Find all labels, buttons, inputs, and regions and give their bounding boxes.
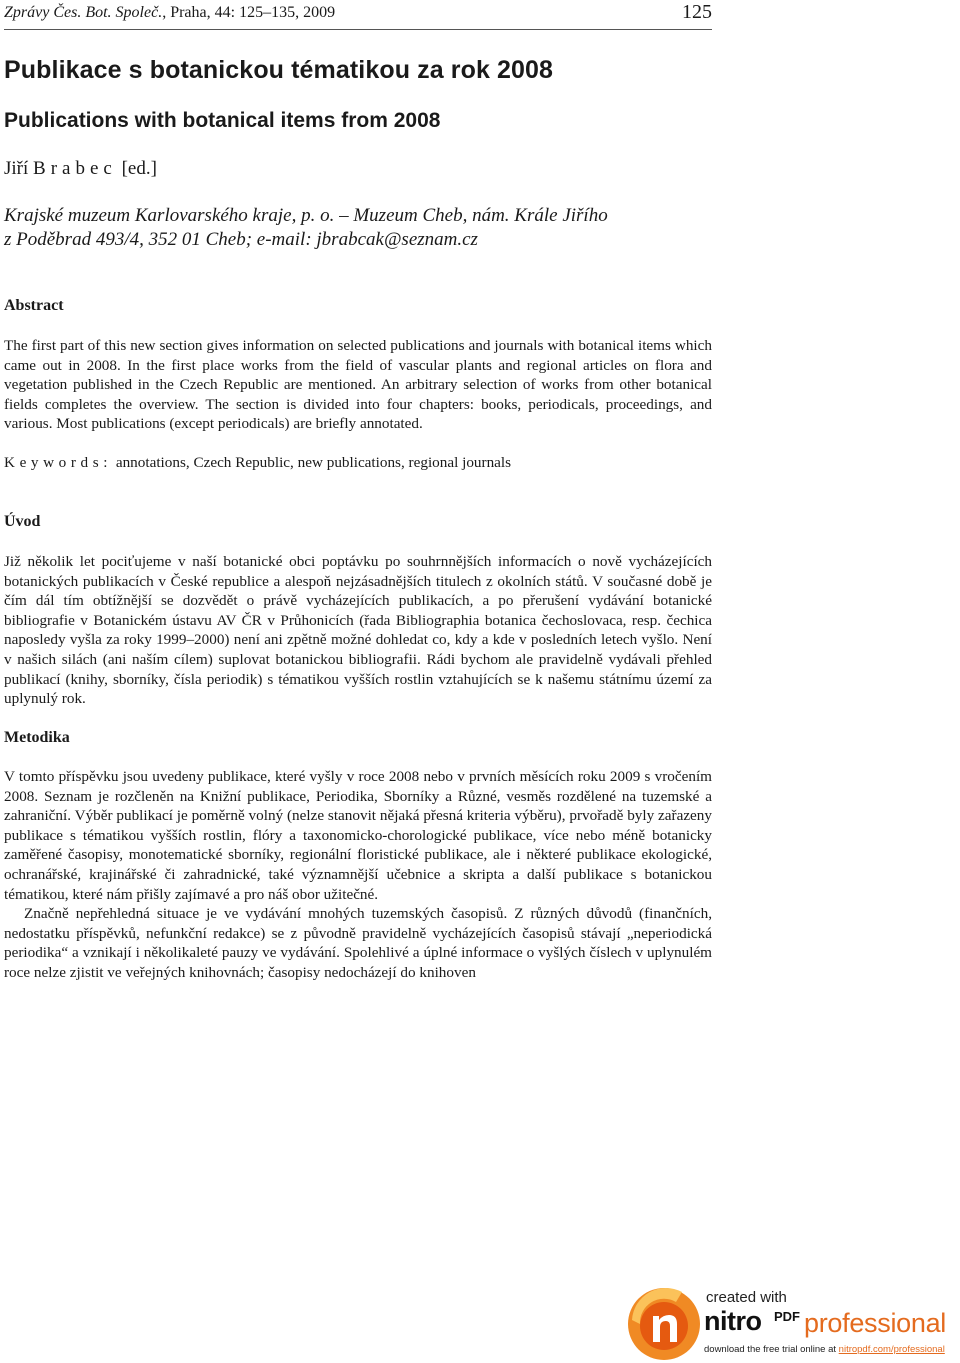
journal-name: Zprávy Čes. Bot. Společ. [4, 4, 163, 21]
running-head [4, 2, 712, 28]
keywords-text: annotations, Czech Republic, new publications, regional journals [115, 454, 512, 471]
author-first-name: Jiří [4, 158, 29, 179]
title-english: Publications with botanical items from 2008 [4, 109, 441, 132]
author-surname: Brabec [33, 158, 117, 179]
watermark-created-with: created with [706, 1289, 787, 1306]
affiliation [4, 204, 608, 252]
metodika-section [4, 767, 712, 983]
metodika-paragraph-2: Značně nepřehledná situace je ve vydávání mnohých tuzemských časopisů. Z různých důvodů (finančních, nedostatku příspěvků, nefunkční redakce) se z původně pravidelně vycházejících časopisů stávají „neperiodická periodika“ a vznikají i několikaleté pauzy ve vydávání. Spolehlivé a úplné informace o vyšlých číslech v uplynulém roce nelze zjistit ve veřejných knihovnách; časopisy nedocházejí do knihoven [4, 905, 712, 981]
watermark-download-line [704, 1344, 945, 1355]
uvod-text: Již několik let pociťujeme v naší botanické obci poptávku po souhrnnějších informacích o nově vycházejících botanických publikacích v České republice a alespoň nejzásadnějších titulech z okolních států. V současné době je čím dál tím obtížnější se dozvědět o právě vycházejících publikacích, a po přerušení vydávání botanické bibliografie v Botanickém ústavu AV ČR v Průhonicích (řada Bibliographia botanica čechoslovaca, resp. čechica naposledy vyšla za roky 1999–2000) není ani zpětně možné dohledat co, kdy a kde v posledních letech vyšlo. Není v našich silách (ani naším cílem) suplovat botanickou bibliografii. Rádi bychom ale pravidelně vydávali přehled publikací (knihy, sborníky, čísla periodik) s tématikou vyšších rostlin vztahujících se k našemu státnímu území za uplynulý rok. [4, 553, 712, 708]
keywords [4, 454, 511, 472]
title-czech: Publikace s botanickou tématikou za rok 2008 [4, 56, 554, 84]
page-number: 125 [682, 1, 712, 23]
watermark-pdf: PDF [774, 1309, 800, 1324]
author-line [4, 158, 157, 180]
affiliation-line-1: Krajské muzeum Karlovarského kraje, p. o. – Muzeum Cheb, nám. Krále Jiřího [4, 205, 608, 226]
abstract-text: The first part of this new section gives information on selected publications and journals with botanical items which came out in 2008. In the first place works from the field of vascular plants and regional articles on flora and vegetation published in the Czech Republic are mentioned. An arbitrary selection of works from other botanical fields completes the overview. The section is divided into four chapters: books, periodicals, proceedings, and various. Most publications (except periodicals) are briefly annotated. [4, 337, 712, 433]
author-role: [ed.] [121, 158, 157, 179]
keywords-label: Keywords: [4, 454, 113, 471]
metodika-heading: Metodika [4, 729, 70, 746]
journal-citation [4, 4, 335, 22]
uvod-heading: Úvod [4, 513, 41, 530]
nitro-logo-icon [624, 1280, 704, 1363]
watermark-download-text: download the free trial online at [704, 1344, 839, 1355]
journal-volume: , Praha, 44: 125–135, 2009 [162, 4, 336, 21]
watermark-edition: professional [804, 1308, 946, 1338]
abstract-heading: Abstract [4, 297, 64, 314]
header-rule [4, 29, 712, 30]
metodika-paragraph-1: V tomto příspěvku jsou uvedeny publikace, které vyšly v roce 2008 nebo v prvních měsících roku 2009 s vročením 2008. Seznam je rozčleněn na Knižní publikace, Periodika, Sborníky a Různé, vesměs rozdělené na tuzemské a zahraniční. Výběr publikací je poměrně volný (nelze stanovit nějaká přesná kriteria výběru), prvořadě byly zařazeny publikace s tématikou vyšších rostlin, flóry a taxonomicko-chorologické publikace, více nebo méně botanicky zaměřené časopisy, monotematické sborníky, regionální floristické publikace, ale i některé publikace ekologické, ochranářské, krajinářské či zahradnické, také významnější učebnice a skripta a další publikace s botanickou tématikou, které nám přišly zajímavé a pro náš obor užitečné. [4, 768, 712, 903]
affiliation-line-2: z Poděbrad 493/4, 352 01 Cheb; e-mail: jbrabcak@seznam.cz [4, 229, 478, 250]
watermark-brand: nitro [704, 1306, 762, 1336]
watermark-download-link[interactable]: nitropdf.com/professional [838, 1344, 945, 1355]
nitro-watermark[interactable] [624, 1280, 960, 1363]
